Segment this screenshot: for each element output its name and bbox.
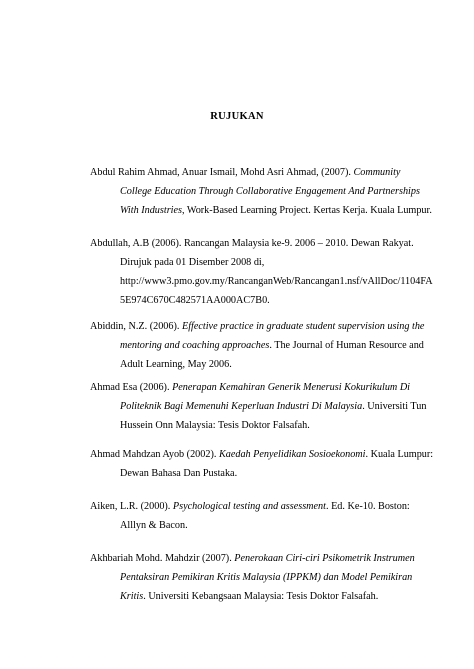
- reference-entry: [90, 234, 433, 310]
- reference-line: Alllyn & Bacon.: [120, 520, 188, 531]
- reference-entry: [90, 317, 425, 374]
- reference-line: College Education Through Collaborative Engagement And Partnerships: [120, 186, 420, 197]
- reference-line: Ahmad Mahdzan Ayob (2002). Kaedah Penyelidikan Sosioekonomi. Kuala Lumpur:: [90, 449, 434, 460]
- reference-line: Dewan Bahasa Dan Pustaka.: [120, 468, 238, 479]
- reference-line: Ahmad Esa (2006). Penerapan Kemahiran Generik Menerusi Kokurikulum Di: [90, 382, 411, 393]
- reference-line: Politeknik Bagi Memenuhi Keperluan Industri Di Malaysia. Universiti Tun: [120, 401, 427, 412]
- reference-line: 5E974C670C482571AA000AC7B0.: [120, 295, 270, 306]
- reference-entry: [90, 549, 420, 606]
- reference-line: Hussein Onn Malaysia: Tesis Doktor Falsafah.: [120, 420, 310, 431]
- reference-entry: [90, 497, 420, 535]
- page-title: RUJUKAN: [210, 111, 264, 122]
- reference-line: Abdul Rahim Ahmad, Anuar Ismail, Mohd Asri Ahmad, (2007). Community: [90, 167, 401, 178]
- reference-line: mentoring and coaching approaches. The Journal of Human Resource and: [120, 340, 424, 351]
- reference-line: Abdullah, A.B (2006). Rancangan Malaysia ke-9. 2006 – 2010. Dewan Rakyat.: [90, 238, 414, 249]
- reference-line: Dirujuk pada 01 Disember 2008 di,: [120, 257, 265, 268]
- reference-line: Adult Learning, May 2006.: [120, 359, 232, 370]
- reference-entry: [90, 445, 434, 483]
- reference-line: Akhbariah Mohd. Mahdzir (2007). Penerokaan Ciri-ciri Psikometrik Instrumen: [90, 553, 415, 564]
- reference-url: http://www3.pmo.gov.my/RancanganWeb/Rancangan1.nsf/vAllDoc/1104FA: [120, 276, 433, 287]
- reference-entry: [90, 163, 432, 220]
- reference-entry: [90, 378, 427, 435]
- reference-line: Pentaksiran Pemikiran Kritis Malaysia (IPPKM) dan Model Pemikiran: [120, 572, 413, 583]
- reference-line: Abiddin, N.Z. (2006). Effective practice in graduate student supervision using the: [90, 321, 425, 332]
- reference-line: Aiken, L.R. (2000). Psychological testing and assessment. Ed. Ke-10. Boston:: [90, 501, 410, 512]
- reference-line: Kritis. Universiti Kebangsaan Malaysia: Tesis Doktor Falsafah.: [120, 591, 379, 602]
- reference-line: With Industries, Work-Based Learning Project. Kertas Kerja. Kuala Lumpur.: [120, 205, 432, 216]
